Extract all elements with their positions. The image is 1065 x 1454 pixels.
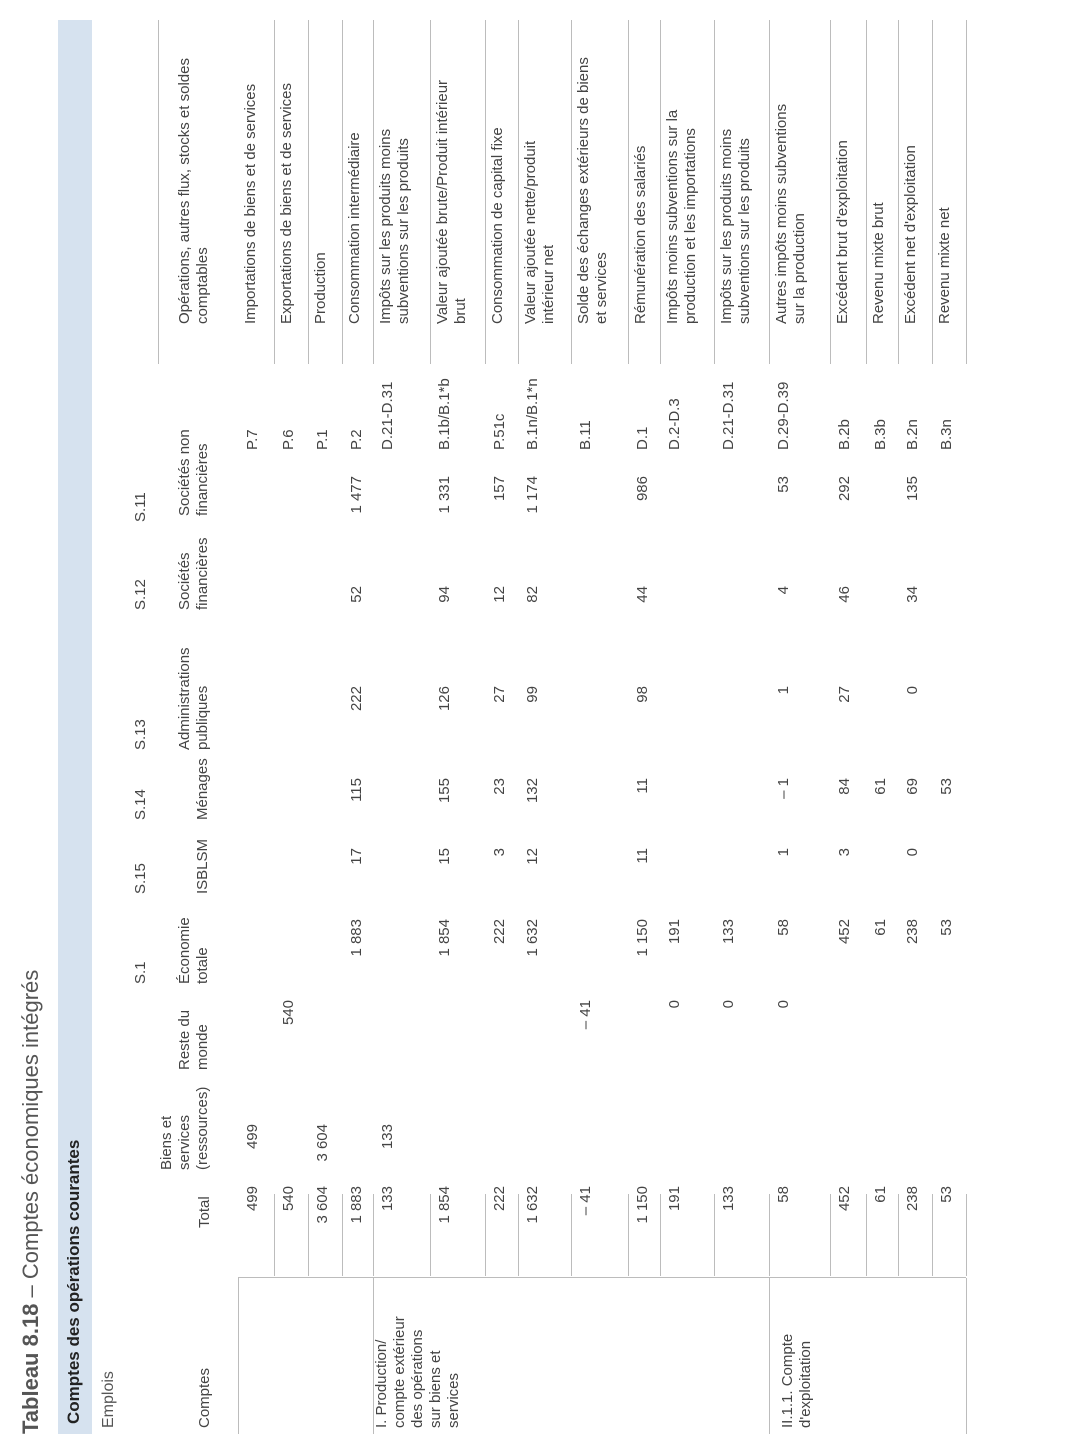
cell-description: Exportations de biens et de services xyxy=(278,83,295,324)
cell-code: D.1 xyxy=(634,426,651,450)
cell-total: 499 xyxy=(244,1186,261,1212)
row-divider xyxy=(430,20,431,364)
cell-code: D.21-D.31 xyxy=(379,381,396,450)
cell-reste-monde: 0 xyxy=(720,1000,737,1009)
cell-s12: 52 xyxy=(348,586,365,603)
row-divider xyxy=(866,1194,867,1276)
row-divider xyxy=(628,1194,629,1276)
row-divider xyxy=(714,20,715,364)
header-s15-code: S.15 xyxy=(132,863,149,894)
section-header: Comptes des opérations courantes xyxy=(64,1139,83,1424)
cell-description: Production xyxy=(312,252,329,324)
cell-code: B.2b xyxy=(836,419,853,450)
cell-total: 1 150 xyxy=(634,1186,651,1224)
cell-reste-monde: 0 xyxy=(775,1000,792,1009)
group-exploitation: II.1.1. Compte d'exploitation xyxy=(779,1333,814,1428)
cell-s13: 27 xyxy=(491,686,508,703)
cell-total: 1 854 xyxy=(436,1186,453,1224)
cell-code: B.3b xyxy=(872,419,889,450)
row-divider xyxy=(518,20,519,364)
cell-s1: 238 xyxy=(904,919,921,945)
header-s12-label: Sociétés financières xyxy=(176,537,211,610)
cell-description: Revenu mixte brut xyxy=(870,202,887,324)
cell-total: 238 xyxy=(904,1186,921,1212)
cell-s14: 61 xyxy=(872,778,889,795)
header-s1-label: Économie totale xyxy=(176,917,211,984)
cell-s14: 155 xyxy=(436,778,453,804)
cell-s14: 23 xyxy=(491,778,508,795)
cell-total: 61 xyxy=(872,1186,889,1203)
cell-s13: 0 xyxy=(904,686,921,695)
cell-description: Solde des échanges extérieurs de biens et services xyxy=(575,57,610,324)
row-divider xyxy=(660,20,661,364)
emplois-label: Emplois xyxy=(100,1371,117,1428)
header-comptes: Comptes xyxy=(196,1367,213,1428)
group-divider xyxy=(966,1278,967,1434)
cell-s14: 69 xyxy=(904,778,921,795)
cell-s14: 115 xyxy=(348,778,365,802)
group-production: I. Production/ compte extérieur des opérations sur biens et services xyxy=(373,1316,462,1428)
cell-description: Revenu mixte net xyxy=(936,207,953,324)
row-divider xyxy=(308,1194,309,1276)
cell-total: 191 xyxy=(666,1186,683,1212)
cell-description: Impôts sur les produits moins subventions sur les produits xyxy=(718,128,753,324)
header-rule xyxy=(158,20,159,364)
cell-reste-monde: 540 xyxy=(280,1000,297,1026)
cell-biens-services: 3 604 xyxy=(314,1124,331,1162)
cell-s15: 17 xyxy=(348,848,365,865)
cell-s1: 58 xyxy=(775,919,792,936)
cell-s12: 82 xyxy=(524,586,541,603)
cell-s14: 53 xyxy=(938,778,955,795)
cell-s12: 12 xyxy=(491,586,508,603)
header-s13-label: Administrations publiques xyxy=(176,647,211,750)
cell-code: B.11 xyxy=(577,420,594,450)
table-title xyxy=(18,970,44,1434)
cell-description: Impôts moins subventions sur la production et les importations xyxy=(664,109,699,324)
cell-s15: 3 xyxy=(836,848,853,857)
cell-code: B.3n xyxy=(938,419,955,450)
cell-s11: 1 477 xyxy=(348,476,365,514)
header-operations: Opérations, autres flux, stocks et soldes comptables xyxy=(176,58,211,324)
cell-description: Importations de biens et de services xyxy=(242,83,259,324)
cell-s1: 1 883 xyxy=(348,919,365,957)
cell-description: Consommation intermédiaire xyxy=(346,132,363,324)
row-divider xyxy=(342,1194,343,1276)
row-divider xyxy=(898,20,899,364)
cell-reste-monde: – 41 xyxy=(577,1000,594,1030)
cell-s11: 157 xyxy=(491,476,508,502)
cell-s13: 222 xyxy=(348,686,365,712)
cell-s1: 222 xyxy=(491,919,508,945)
cell-total: – 41 xyxy=(577,1186,594,1216)
cell-code: D.21-D.31 xyxy=(720,381,737,450)
group-divider xyxy=(238,1278,239,1434)
group-divider xyxy=(373,1278,374,1434)
row-divider xyxy=(571,1194,572,1276)
header-s12-code: S.12 xyxy=(132,579,149,610)
cell-s1: 53 xyxy=(938,919,955,936)
cell-s1: 1 632 xyxy=(524,919,541,957)
cell-s14: 84 xyxy=(836,778,853,795)
cell-s15: 12 xyxy=(524,848,541,865)
cell-code: B.1b/B.1*b xyxy=(436,378,453,450)
cell-s13: 99 xyxy=(524,686,541,703)
header-s1-code: S.1 xyxy=(132,961,149,984)
cell-description: Excédent brut d'exploitation xyxy=(834,140,851,324)
header-total: Total xyxy=(196,1196,213,1228)
cell-s14: – 1 xyxy=(775,778,792,799)
cell-total: 3 604 xyxy=(314,1186,331,1224)
cell-description: Valeur ajoutée brute/Produit intérieur brut xyxy=(434,79,469,324)
section-header-bar xyxy=(58,20,92,1434)
row-divider xyxy=(274,1194,275,1276)
cell-s13: 98 xyxy=(634,686,651,703)
cell-s14: 132 xyxy=(524,778,541,804)
row-divider xyxy=(769,1194,770,1276)
row-divider xyxy=(571,20,572,364)
cell-s11: 53 xyxy=(775,476,792,493)
cell-s12: 46 xyxy=(836,586,853,603)
header-s14-code: S.14 xyxy=(132,789,149,820)
cell-total: 1 883 xyxy=(348,1186,365,1224)
cell-s1: 61 xyxy=(872,919,889,936)
header-s11-label: Sociétés non financières xyxy=(176,429,211,516)
cell-description: Excédent net d'exploitation xyxy=(902,145,919,324)
cell-s11: 1 174 xyxy=(524,476,541,514)
row-divider xyxy=(932,1194,933,1276)
row-divider xyxy=(274,20,275,364)
header-s14-label: Ménages xyxy=(194,758,211,820)
cell-total: 540 xyxy=(280,1186,297,1212)
group-divider xyxy=(769,1278,770,1434)
cell-total: 133 xyxy=(720,1186,737,1212)
cell-s1: 1 854 xyxy=(436,919,453,957)
cell-s1: 1 150 xyxy=(634,919,651,957)
cell-code: D.29-D.39 xyxy=(775,381,792,450)
cell-s15: 0 xyxy=(904,848,921,857)
row-divider xyxy=(966,1194,967,1276)
cell-code: P.51c xyxy=(491,413,508,450)
row-divider xyxy=(769,20,770,364)
cell-code: D.2-D.3 xyxy=(666,398,683,450)
cell-s12: 44 xyxy=(634,586,651,603)
header-s11-code: S.11 xyxy=(132,492,149,522)
cell-reste-monde: 0 xyxy=(666,1000,683,1009)
header-s15-label: ISBLSM xyxy=(194,838,211,894)
cell-description: Impôts sur les produits moins subventions sur les produits xyxy=(377,128,412,324)
cell-code: P.1 xyxy=(314,429,331,450)
row-divider xyxy=(373,20,374,364)
cell-s12: 4 xyxy=(775,586,792,595)
row-divider xyxy=(660,1194,661,1276)
cell-total: 58 xyxy=(775,1186,792,1203)
cell-code: B.1n/B.1*n xyxy=(524,378,541,450)
cell-total: 53 xyxy=(938,1186,955,1203)
cell-s1: 191 xyxy=(666,919,683,945)
cell-s15: 11 xyxy=(634,848,651,864)
row-divider xyxy=(308,20,309,364)
cell-s12: 94 xyxy=(436,586,453,603)
row-divider xyxy=(430,1194,431,1276)
cell-s15: 3 xyxy=(491,848,508,857)
cell-code: B.2n xyxy=(904,419,921,450)
cell-s11: 986 xyxy=(634,476,651,502)
row-divider xyxy=(966,20,967,364)
row-divider xyxy=(932,20,933,364)
header-reste-monde: Reste du monde xyxy=(176,1009,211,1070)
cell-s11: 1 331 xyxy=(436,476,453,514)
cell-s1: 133 xyxy=(720,919,737,945)
column-divider xyxy=(238,1277,966,1278)
cell-s13: 1 xyxy=(775,686,792,695)
header-s13-code: S.13 xyxy=(132,719,149,750)
cell-s15: 1 xyxy=(775,848,792,857)
cell-description: Autres impôts moins subventions sur la production xyxy=(773,103,808,324)
row-divider xyxy=(714,1194,715,1276)
cell-s1: 452 xyxy=(836,919,853,945)
cell-s15: 15 xyxy=(436,848,453,865)
cell-total: 133 xyxy=(379,1186,396,1212)
cell-code: P.2 xyxy=(348,429,365,450)
cell-s12: 34 xyxy=(904,586,921,603)
cell-description: Valeur ajoutée nette/produit intérieur net xyxy=(522,140,557,324)
row-divider xyxy=(830,20,831,364)
row-divider xyxy=(866,20,867,364)
header-biens-services: Biens et services (ressources) xyxy=(158,1086,211,1170)
row-divider xyxy=(898,1194,899,1276)
cell-s14: 11 xyxy=(634,778,651,794)
row-divider xyxy=(830,1194,831,1276)
cell-biens-services: 499 xyxy=(244,1124,261,1150)
cell-s11: 135 xyxy=(904,476,921,502)
cell-s11: 292 xyxy=(836,476,853,502)
cell-biens-services: 133 xyxy=(379,1124,396,1150)
cell-s13: 126 xyxy=(436,686,453,712)
row-divider xyxy=(342,20,343,364)
row-divider xyxy=(373,1194,374,1276)
table-caption: – Comptes économiques intégrés xyxy=(18,969,43,1304)
row-divider xyxy=(518,1194,519,1276)
cell-total: 222 xyxy=(491,1186,508,1212)
row-divider xyxy=(485,20,486,364)
cell-code: P.7 xyxy=(244,429,261,450)
table-number: Tableau 8.18 xyxy=(18,1303,43,1434)
cell-description: Rémunération des salariés xyxy=(632,145,649,324)
cell-code: P.6 xyxy=(280,429,297,450)
row-divider xyxy=(628,20,629,364)
cell-total: 452 xyxy=(836,1186,853,1212)
cell-total: 1 632 xyxy=(524,1186,541,1224)
cell-s13: 27 xyxy=(836,686,853,703)
row-divider xyxy=(485,1194,486,1276)
cell-description: Consommation de capital fixe xyxy=(489,127,506,324)
